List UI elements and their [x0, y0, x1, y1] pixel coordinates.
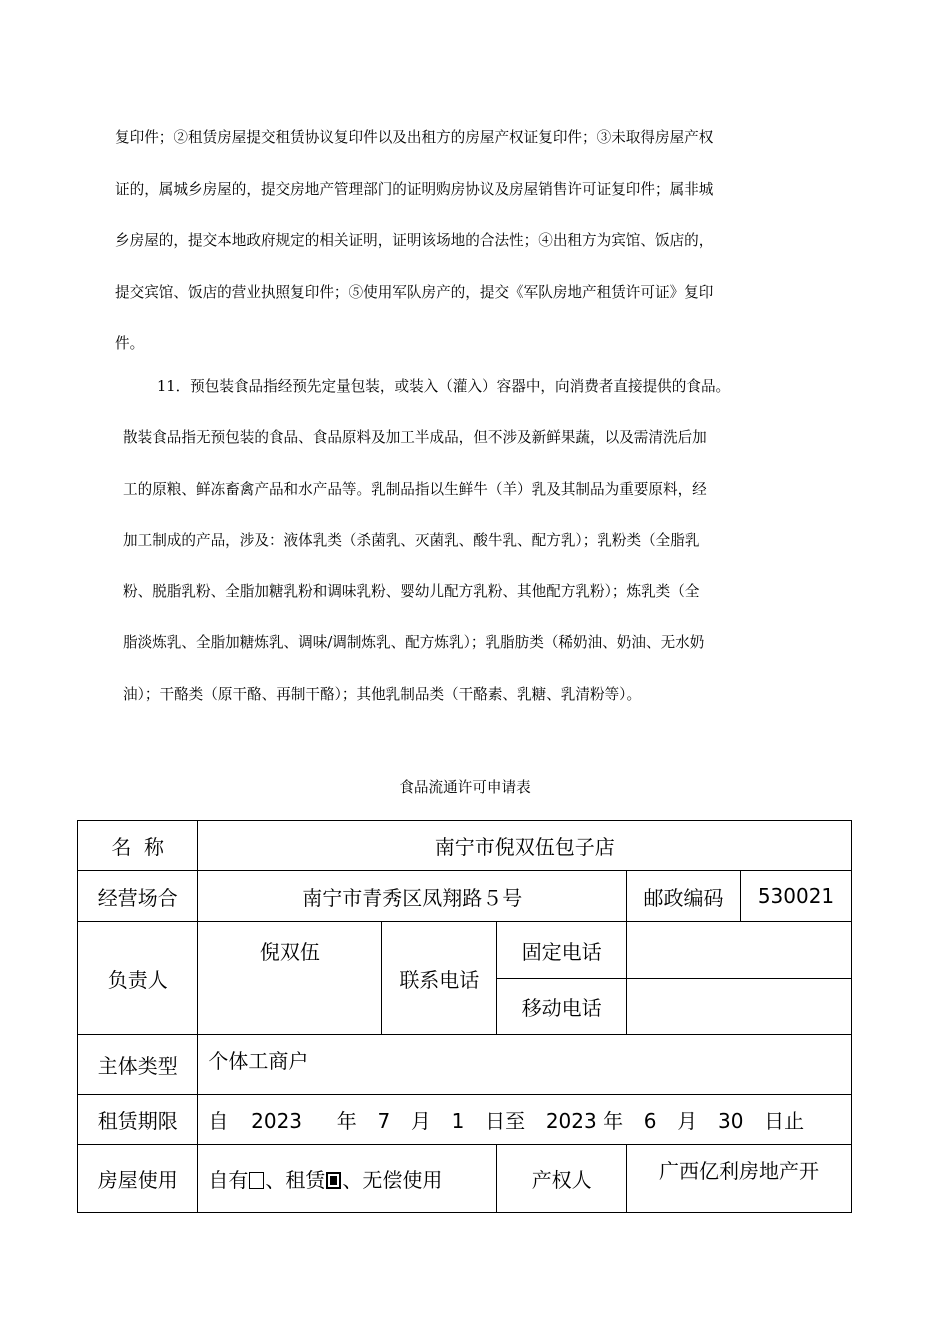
own-checkbox[interactable]	[249, 1172, 264, 1189]
house-label: 房屋使用	[78, 1145, 198, 1213]
lease-label: 租赁期限	[78, 1095, 198, 1145]
paragraph-1-line: 乡房屋的，提交本地政府规定的相关证明，证明该场地的合法性；④出租方为宾馆、饭店的，	[115, 232, 714, 249]
fixed-phone-label: 固定电话	[497, 922, 627, 979]
lease-end-year: 2023	[545, 1109, 597, 1133]
lease-month-word: 月	[410, 1109, 431, 1133]
paragraph-2-line: 工的原粮、鲜冻畜禽产品和水产品等。乳制品指以生鲜牛（羊）乳及其制品为重要原料，经	[123, 480, 707, 498]
paragraph-2-line: 加工制成的产品，涉及：液体乳类（杀菌乳、灭菌乳、酸牛乳、配方乳）；乳粉类（全脂乳	[123, 531, 700, 549]
lease-start-month: 7	[377, 1109, 391, 1133]
paragraph-2-line: 脂淡炼乳、全脂加糖炼乳、调味/调制炼乳、配方炼乳）；乳脂肪类（稀奶油、奶油、无水奶	[123, 634, 705, 652]
paragraph-1-line: 提交宾馆、饭店的营业执照复印件；⑤使用军队房产的，提交《军队房地产租赁许可证》复印	[115, 283, 714, 301]
mobile-phone-label: 移动电话	[497, 979, 627, 1035]
person-label: 负责人	[78, 922, 198, 1035]
paragraph-1-line: 件。	[115, 335, 145, 352]
row-entity	[78, 1035, 852, 1095]
lease-start-day: 1	[451, 1109, 465, 1133]
name-label: 名 称	[78, 821, 198, 871]
form-title: 食品流通许可申请表	[399, 779, 531, 796]
house-option-free: 、无偿使用	[342, 1168, 443, 1192]
lease-day-to: 日至	[485, 1109, 526, 1133]
lease-end-word: 日止	[764, 1109, 805, 1133]
lease-checkbox-checked[interactable]	[326, 1172, 341, 1189]
person-value: 倪双伍	[198, 922, 382, 1035]
row-house	[78, 1145, 852, 1213]
lease-start-year: 2023	[251, 1109, 303, 1133]
paragraph-2	[123, 361, 813, 720]
postcode-value: 530021	[741, 871, 852, 922]
application-form-table	[77, 820, 852, 1213]
row-lease	[78, 1095, 852, 1145]
paragraph-2-line: 11．预包装食品指经预先定量包装，或装入（灌入）容器中，向消费者直接提供的食品。	[157, 378, 731, 395]
lease-end-year-word: 年	[603, 1109, 624, 1133]
fixed-phone-value	[627, 922, 852, 979]
postcode-label: 邮政编码	[627, 871, 741, 922]
lease-value	[198, 1095, 852, 1145]
place-label: 经营场合	[78, 871, 198, 922]
mobile-phone-value	[627, 979, 852, 1035]
row-person-1	[78, 922, 852, 979]
house-option-lease: 、租赁	[265, 1168, 326, 1192]
paragraph-2-line: 油）；干酪类（原干酪、再制干酪）；其他乳制品类（干酪素、乳糖、乳清粉等）。	[123, 685, 642, 703]
lease-end-month-word: 月	[677, 1109, 698, 1133]
entity-label: 主体类型	[78, 1035, 198, 1095]
owner-label: 产权人	[497, 1145, 627, 1213]
paragraph-1	[115, 112, 815, 370]
paragraph-1-line: 复印件；②租赁房屋提交租赁协议复印件以及出租方的房屋产权证复印件；③未取得房屋产权	[115, 129, 714, 146]
row-name	[78, 821, 852, 871]
entity-value: 个体工商户	[198, 1035, 852, 1095]
house-value	[198, 1145, 497, 1213]
phone-label: 联系电话	[382, 922, 497, 1035]
lease-from: 自	[208, 1109, 229, 1133]
lease-end-month: 6	[643, 1109, 657, 1133]
lease-end-day: 30	[717, 1109, 744, 1133]
house-option-own: 自有	[208, 1168, 249, 1192]
name-value: 南宁市倪双伍包子店	[198, 821, 852, 871]
paragraph-2-line: 粉、脱脂乳粉、全脂加糖乳粉和调味乳粉、婴幼儿配方乳粉、其他配方乳粉）；炼乳类（全	[123, 583, 700, 601]
owner-value: 广西亿利房地产开	[627, 1145, 852, 1213]
row-place	[78, 871, 852, 922]
paragraph-1-line: 证的，属城乡房屋的，提交房地产管理部门的证明购房协议及房屋销售许可证复印件；属非城	[115, 180, 714, 198]
place-value: 南宁市青秀区凤翔路５号	[198, 871, 627, 922]
paragraph-2-line: 散装食品指无预包装的食品、食品原料及加工半成品，但不涉及新鲜果蔬，以及需清洗后加	[123, 429, 707, 447]
lease-year-word: 年	[336, 1109, 357, 1133]
